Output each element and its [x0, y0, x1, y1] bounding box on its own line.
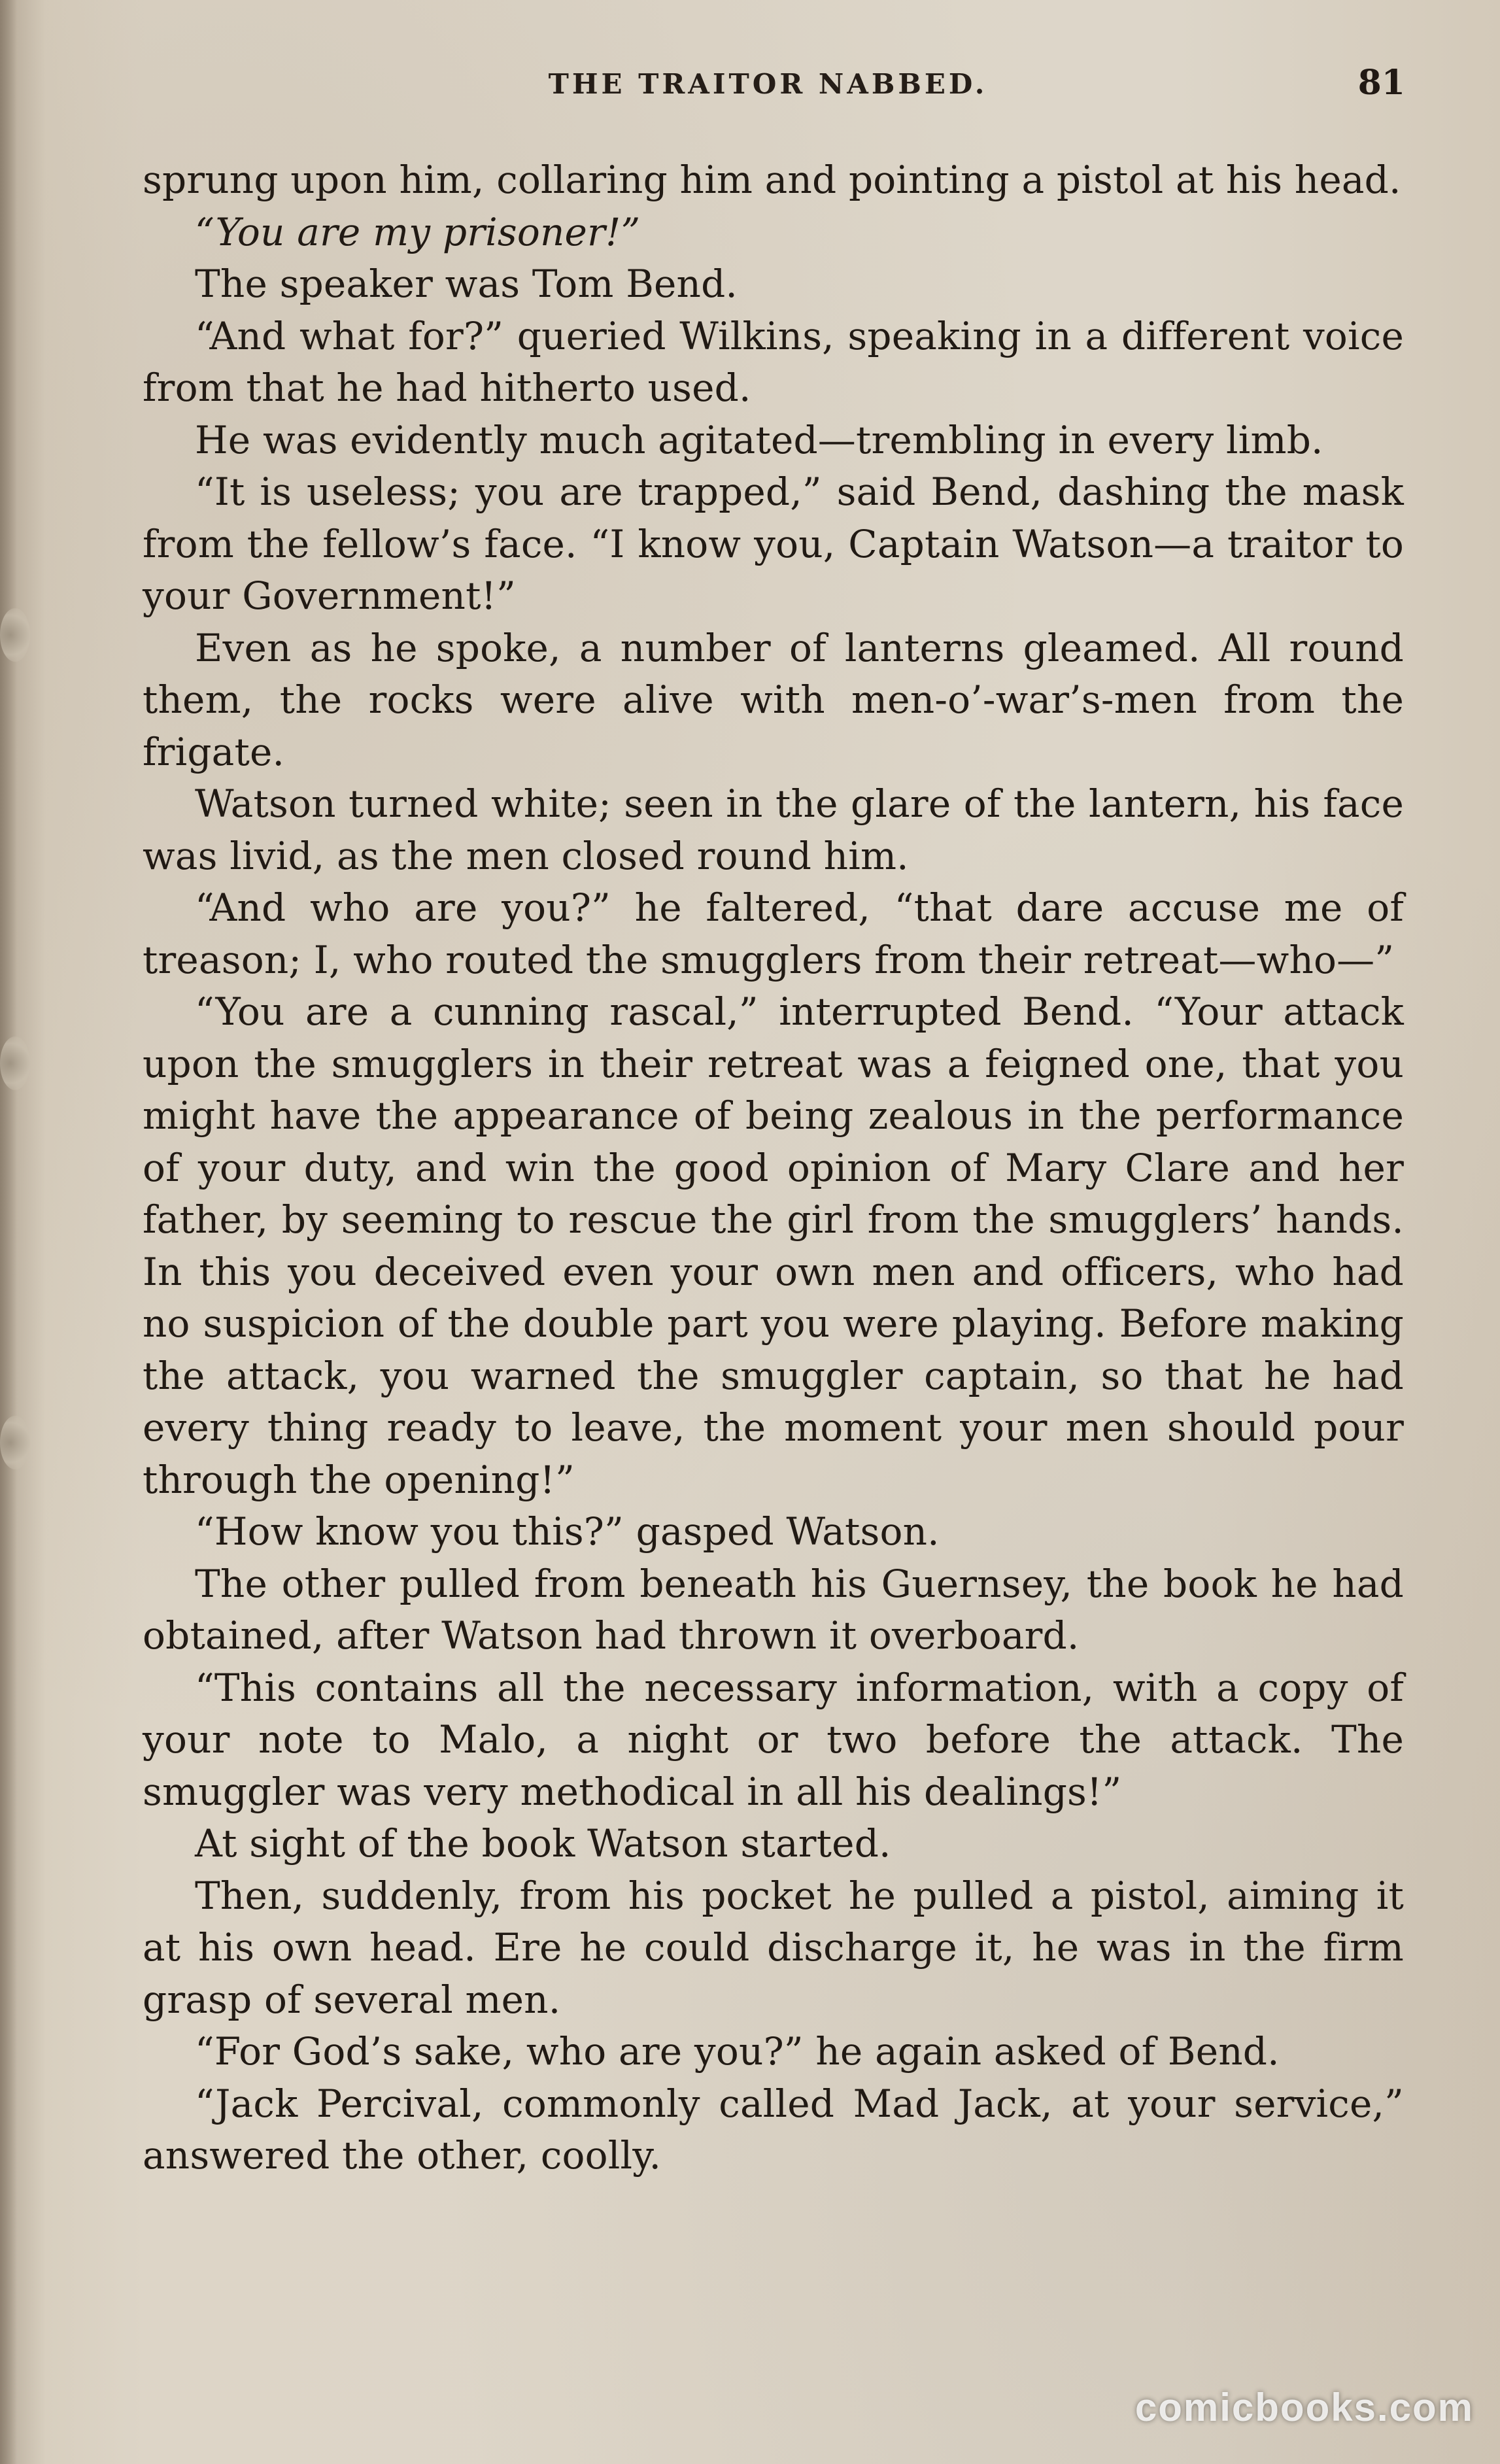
- story-text: [143, 154, 1404, 2182]
- page-header: [131, 58, 1405, 103]
- paragraph: “You are a cunning rascal,” interrupted Bend. “Your attack upon the smugglers in their retreat was a feigned one, that you might have the appearance of being zealous in the performance of your duty, and win the good opinion of Mary Clare and her father, by seeming to rescue the girl from the smugglers’ hands. In this you deceived even your own men and officers, who had no suspicion of the double part you were playing. Before making the attack, you warned the smuggler captain, so that he had every thing ready to leave, the moment your men should pour through the opening!”: [143, 989, 1404, 1502]
- paragraph: At sight of the book Watson started.: [195, 1821, 891, 1866]
- binding-hole-mark: [0, 1416, 30, 1469]
- paragraph: Then, suddenly, from his pocket he pulled a pistol, aiming it at his own head. Ere he could discharge it, he was in the firm grasp of several men.: [143, 1873, 1404, 2022]
- binding-hole-mark: [0, 608, 30, 662]
- paragraph: “This contains all the necessary information, with a copy of your note to Malo, a night or two before the attack. The smuggler was very methodical in all his dealings!”: [143, 1665, 1404, 1814]
- paragraph: The other pulled from beneath his Guernsey, the book he had obtained, after Watson had thrown it overboard.: [143, 1561, 1404, 1658]
- paragraph: Even as he spoke, a number of lanterns gleamed. All round them, the rocks were alive with men-o’-war’s-men from the frigate.: [143, 625, 1404, 774]
- watermark: comicbooks.com: [1134, 2386, 1474, 2429]
- paragraph: “How know you this?” gasped Watson.: [195, 1509, 940, 1554]
- paragraph: The speaker was Tom Bend.: [195, 262, 738, 306]
- page-edge-shadow: [0, 0, 17, 2464]
- paragraph: sprung upon him, collaring him and pointing a pistol at his head.: [143, 158, 1401, 202]
- paragraph: “You are my prisoner!”: [195, 209, 641, 254]
- paragraph: “And what for?” queried Wilkins, speaking in a different voice from that he had hitherto used.: [143, 313, 1404, 410]
- paragraph: “For God’s sake, who are you?” he again asked of Bend.: [195, 2029, 1280, 2074]
- paragraph: “Jack Percival, commonly called Mad Jack, at your service,” answered the other, coolly.: [143, 2081, 1404, 2178]
- paragraph: He was evidently much agitated—trembling in every limb.: [195, 417, 1323, 462]
- running-title: THE TRAITOR NABBED.: [548, 68, 988, 100]
- paragraph: Watson turned white; seen in the glare of the lantern, his face was livid, as the men closed round him.: [143, 781, 1404, 878]
- page-number: 81: [1357, 63, 1405, 103]
- paragraph: “It is useless; you are trapped,” said Bend, dashing the mask from the fellow’s face. “I know you, Captain Watson—a traitor to your Government!”: [143, 470, 1404, 618]
- paragraph: “And who are you?” he faltered, “that dare accuse me of treason; I, who routed the smugglers from their retreat—who—”: [143, 885, 1404, 982]
- binding-hole-mark: [0, 1036, 30, 1090]
